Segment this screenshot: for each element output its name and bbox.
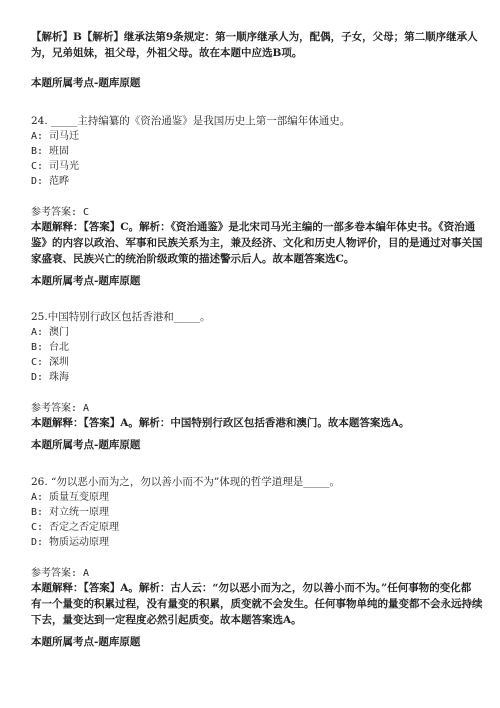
- option-c: C: 否定之否定原理: [31, 522, 120, 533]
- option-b: B: 对立统一原理: [31, 507, 110, 518]
- option-d: D: 物质运动原理: [31, 537, 110, 548]
- option-c: C: 司马光: [31, 161, 80, 172]
- option-d: D: 范晔: [31, 176, 70, 187]
- answer-label: 参考答案: A: [31, 403, 90, 414]
- option-a: A: 质量互变原理: [31, 492, 110, 503]
- topic-source-label: 本题所属考点-题库原题: [31, 77, 141, 89]
- analysis-text-line: 【解析】B【解析】继承法第9条规定：第一顺序继承人为，配偶，子女，父母；第二顺序继承人: [31, 31, 478, 43]
- option-d: D: 珠海: [31, 372, 70, 383]
- topic-source-label: 本题所属考点-题库原题: [31, 439, 141, 451]
- explanation-line: 本题解释：【答案】A。解析：中国特别行政区包括香港和澳门。故本题答案选A。: [31, 417, 410, 429]
- option-b: B: 台北: [31, 342, 70, 353]
- analysis-text-line: 为，兄弟姐妹，祖父母，外祖父母。故在本题中应选B项。: [31, 47, 303, 59]
- answer-label: 参考答案: C: [31, 207, 90, 218]
- option-b: B: 班固: [31, 146, 70, 157]
- explanation-line: 家盛衰、民族兴亡的统治阶级政策的描述警示后人。故本题答案选C。: [31, 253, 355, 265]
- explanation-line: 鉴》的内容以政治、军事和民族关系为主，兼及经济、文化和历史人物评价，目的是通过对事关国: [31, 237, 483, 249]
- question-24-stem: 24. _____主持编纂的《资治通鉴》是我国历史上第一部编年体通史。: [31, 115, 351, 127]
- question-26-stem: 26. “勿以恶小而为之，勿以善小而不为”体现的哲学道理是_____。: [31, 476, 341, 488]
- option-a: A: 司马迁: [31, 131, 80, 142]
- explanation-line: 本题解释：【答案】C。解析：《资治通鉴》是北宋司马光主编的一部多卷本编年体史书。《资治通: [31, 221, 476, 233]
- question-25-stem: 25.中国特别行政区包括香港和_____。: [31, 311, 211, 323]
- explanation-line: 本题解释：【答案】A。解析：古人云：“勿以恶小而为之，勿以善小而不为。”任何事物的变化都: [31, 582, 472, 594]
- topic-source-label: 本题所属考点-题库原题: [31, 275, 141, 287]
- explanation-line: 有一个量变的积累过程，没有量变的积累，质变就不会发生。任何事物单纯的量变都不会永远持续: [31, 598, 483, 610]
- explanation-line: 下去，量变达到一定程度必然引起质变。故本题答案选A。: [31, 614, 302, 626]
- answer-label: 参考答案: A: [31, 568, 90, 579]
- option-a: A: 澳门: [31, 327, 70, 338]
- option-c: C: 深圳: [31, 357, 70, 368]
- topic-source-label: 本题所属考点-题库原题: [31, 636, 141, 648]
